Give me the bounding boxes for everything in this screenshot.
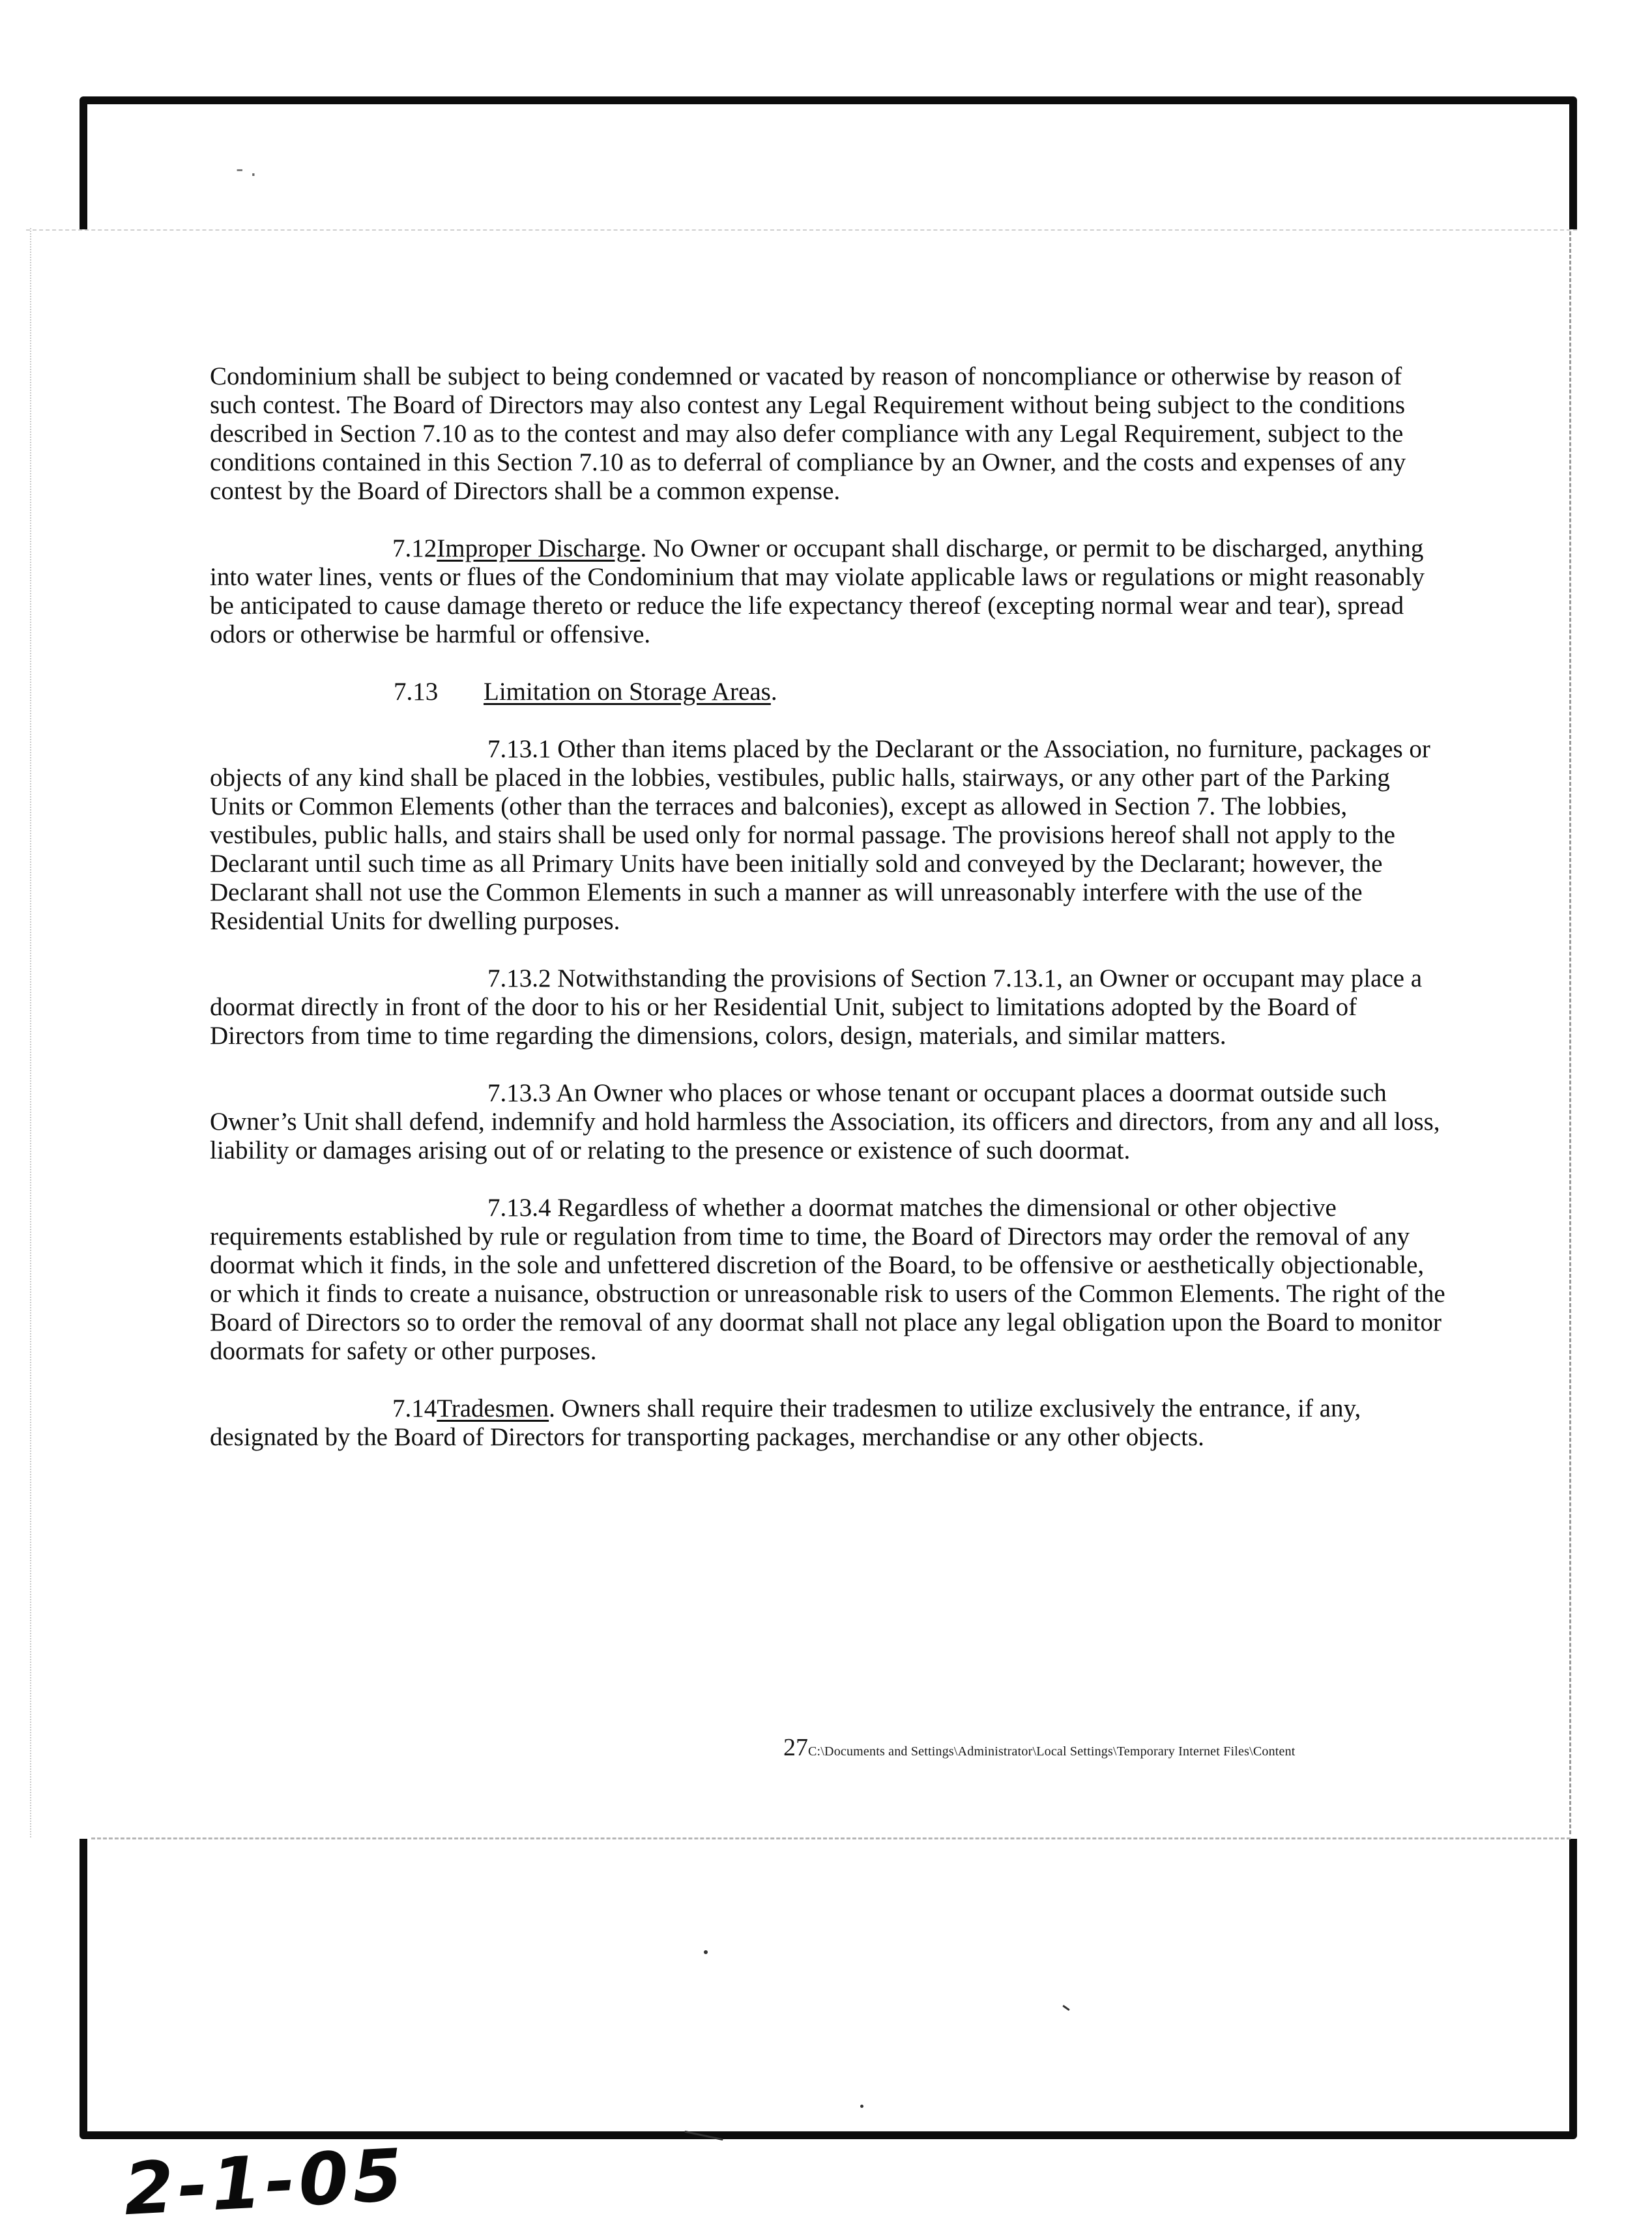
scan-speck — [704, 1950, 708, 1954]
section-body: . Owners shall require their tradesmen to utilize exclusively the entrance, if any, designated by the Board of Directors for transporting packages, merchandise or any other objects. — [210, 1394, 1361, 1451]
section-title-trail: . — [770, 678, 777, 706]
section-7-13-1: 7.13.1 Other than items placed by the Declarant or the Association, no furniture, packages or objects of any kind shall be placed in the lobbies, vestibules, public halls, stairways, or any other part of the Parking Units or Common Elements (other than the terraces and balconies), except as allowed in Section 7. The lobbies, vestibules, public halls, and stairs shall be used only for normal passage. The provisions hereof shall not apply to the Declarant until such time as all Primary Units have been initially sold and conveyed by the Declarant; however, the Declarant shall not use the Common Elements in such a manner as will unreasonably interfere with the use of the Residential Units for dwelling purposes. — [210, 735, 1430, 935]
file-path: C:\Documents and Settings\Administrator\Local Settings\Temporary Internet Files\Content — [808, 1744, 1296, 1759]
handwritten-date: 2-1-05 — [121, 2133, 409, 2232]
section-title: Tradesmen — [437, 1394, 549, 1422]
section-title: Improper Discharge — [437, 534, 641, 562]
paragraph-contest-continued: Condominium shall be subject to being condemned or vacated by reason of noncompliance or otherwise by reason of such contest. The Board of Directors may also contest any Legal Requirement without being subject to the conditions described in Section 7.10 as to the contest and may also defer compliance with any Legal Requirement, subject to the conditions contained in this Section 7.10 as to deferral of compliance by an Owner, and the costs and expenses of any contest by the Board of Directors shall be a common expense. — [210, 362, 1406, 505]
page-number: 27 — [783, 1734, 808, 1761]
page-footer — [783, 1733, 1296, 1762]
section-number: 7.13 — [394, 678, 439, 706]
section-7-13-3: 7.13.3 An Owner who places or whose tenant or occupant places a doormat outside such Owner’s Unit shall defend, indemnify and hold harmless the Association, its officers and directors, from any and all loss, liability or damages arising out of or relating to the presence or existence of such doormat. — [210, 1079, 1440, 1164]
section-number: 7.14 — [392, 1394, 437, 1422]
section-7-14 — [210, 1394, 1448, 1452]
scan-artifact-mark: - . — [236, 156, 257, 181]
section-title: Limitation on Storage Areas — [484, 678, 771, 706]
section-7-13-heading — [210, 678, 1448, 706]
section-number: 7.12 — [392, 534, 437, 562]
sheet-edge-right — [1569, 231, 1574, 1834]
document-body — [210, 362, 1448, 1480]
scan-speck — [860, 2105, 863, 2108]
section-7-13-4: 7.13.4 Regardless of whether a doormat matches the dimensional or other objective requirements established by rule or regulation from time to time, the Board of Directors may order the removal of any doormat which it finds, in the sole and unfettered discretion of the Board, to be offensive or aesthetically objectionable, or which it finds to create a nuisance, obstruction or unreasonable risk to users of the Common Elements. The right of the Board of Directors so to order the removal of any doormat shall not place any legal obligation upon the Board to monitor doormats for safety or other purposes. — [210, 1194, 1445, 1365]
sheet-edge-bottom — [91, 1837, 1571, 1839]
sheet-edge-left — [30, 228, 33, 1837]
section-7-13-2: 7.13.2 Notwithstanding the provisions of Section 7.13.1, an Owner or occupant may place a doormat directly in front of the door to his or her Residential Unit, subject to limitations adopted by the Board of Directors from time to time regarding the dimensions, colors, design, materials, and similar matters. — [210, 964, 1423, 1050]
section-body: . No Owner or occupant shall discharge, or permit to be discharged, anything into water lines, vents or flues of the Condominium that may violate applicable laws or regulations or might reasonably be anticipated to cause damage thereto or reduce the life expectancy thereof (excepting normal wear and tear), spread odors or otherwise be harmful or offensive. — [210, 534, 1425, 648]
section-7-12 — [210, 534, 1448, 649]
sheet-edge-top — [26, 229, 1577, 231]
